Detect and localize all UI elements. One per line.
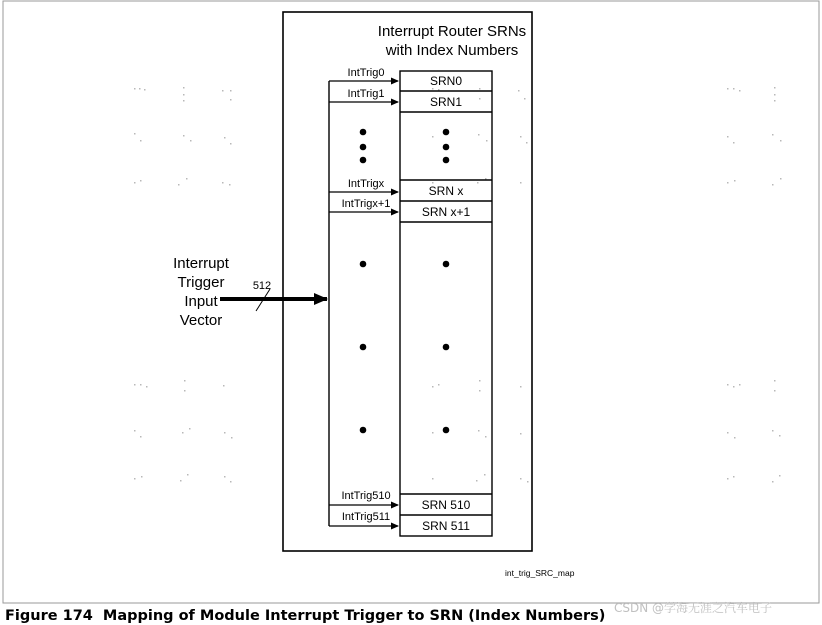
trigger-label: IntTrigx [347, 178, 385, 190]
ellipsis-dots-lower [360, 261, 450, 434]
srn-label: SRN1 [429, 95, 463, 109]
srn-label: SRN x+1 [421, 205, 471, 219]
input-label-line2: Trigger [177, 274, 225, 291]
srn-label: SRN0 [429, 74, 463, 88]
trigger-label: IntTrigx+1 [341, 198, 391, 210]
srn-label: SRN 511 [422, 519, 470, 533]
srn-label: SRN 510 [421, 498, 471, 512]
input-label-line4: Vector [179, 312, 223, 329]
watermark: CSDN @学海无涯之汽车电子 [614, 601, 773, 615]
trigger-label: IntTrig0 [347, 67, 385, 79]
figure-tag: int_trig_SRC_map [505, 568, 575, 578]
caption-text: Mapping of Module Interrupt Trigger to SRN (Index Numbers) [102, 608, 606, 624]
trigger-label: IntTrig511 [341, 511, 391, 523]
bus-width-label: 512 [252, 280, 272, 292]
background-specks [134, 87, 782, 483]
router-box [283, 12, 532, 551]
srn-column [400, 71, 492, 536]
trigger-label: IntTrig1 [347, 88, 385, 100]
router-title-line1: Interrupt Router SRNs [377, 23, 527, 40]
caption-number: Figure 174 [5, 608, 93, 624]
ellipsis-dots-upper [360, 129, 450, 164]
srn-label: SRN x [428, 184, 464, 198]
input-vector-label [173, 255, 230, 329]
figure-caption [5, 608, 605, 624]
input-label-line3: Input [184, 293, 218, 310]
trigger-label: IntTrig510 [341, 490, 391, 502]
router-title-line2: with Index Numbers [385, 42, 519, 59]
input-label-line1: Interrupt [173, 255, 229, 272]
